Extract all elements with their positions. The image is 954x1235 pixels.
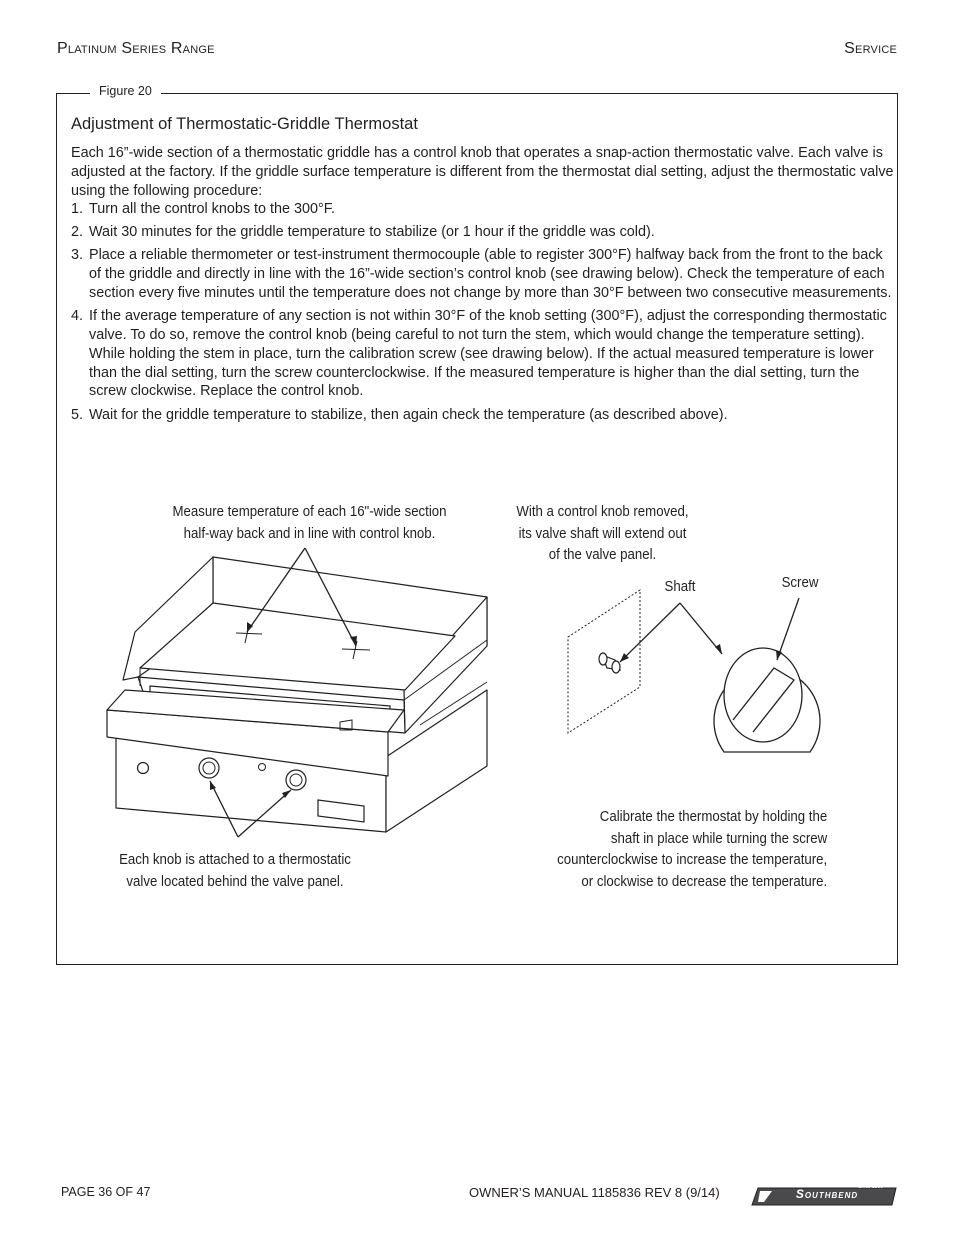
page-header-title: Platinum Series Range xyxy=(57,40,215,57)
measure-caption: Measure temperature of each 16"-wide section half-way back and in line with control knob. xyxy=(172,504,447,542)
section-title: Adjustment of Thermostatic-Griddle Thermostat xyxy=(71,115,418,133)
step-item: 3. Place a reliable thermometer or test-instrument thermocouple (able to register 300°F) halfway back from the front to the back of the griddle and directly in line with the 16”-wide section’s control knob (see drawing below). Check the temperature of each section every five minutes until the temperature does not change by more than 30°F between two consecutive measurements. xyxy=(71,247,892,301)
logo-since: Since 1898 xyxy=(858,1184,884,1190)
step-item: 2. Wait 30 minutes for the griddle temperature to stabilize (or 1 hour if the griddle was cold). xyxy=(71,224,655,241)
manual-id: OWNER’S MANUAL 1185836 REV 8 (9/14) xyxy=(469,1185,720,1200)
step-item: 1. Turn all the control knobs to the 300°F. xyxy=(71,201,336,217)
step-item: 5. Wait for the griddle temperature to stabilize, then again check the temperature (as described above). xyxy=(71,406,728,423)
page-number: PAGE 36 OF 47 xyxy=(61,1185,151,1199)
knob-removed-caption: With a control knob removed, its valve shaft will extend out of the valve panel. xyxy=(516,504,689,563)
step-item: 4. If the average temperature of any section is not within 30°F of the knob setting (300°F), adjust the corresponding thermostatic valve. To do so, remove the control knob (being careful to not turn the stem, which would change the temperature setting). While holding the stem in place, turn the calibration screw (see drawing below). If the actual measured temperature is lower than the dial setting, turn the screw counterclockwise. If the measured temperature is higher than the dial setting, turn the screw clockwise. Replace the control knob. xyxy=(71,308,887,400)
calibration-screw xyxy=(714,648,820,752)
southbend-logo: Southbend xyxy=(795,1187,859,1201)
page-header-section: Service xyxy=(844,40,897,57)
shaft-label: Shaft xyxy=(664,579,696,595)
figure-label: Figure 20 xyxy=(90,84,161,98)
intro-paragraph: Each 16”-wide section of a thermostatic griddle has a control knob that operates a snap-action thermostatic valve. Each valve is adjusted at the factory. If the griddle surface temperature is different from the thermostat dial setting, adjust the thermostatic valve using the following procedure: xyxy=(71,145,894,199)
knob-caption: Each knob is attached to a thermostatic valve located behind the valve panel. xyxy=(119,852,351,890)
calibrate-caption: Calibrate the thermostat by holding the shaft in place while turning the screw counterclockwise to increase the temperature, or clockwise to decrease the temperature. xyxy=(557,809,828,890)
valve-shaft xyxy=(599,653,620,673)
screw-label: Screw xyxy=(781,575,819,591)
